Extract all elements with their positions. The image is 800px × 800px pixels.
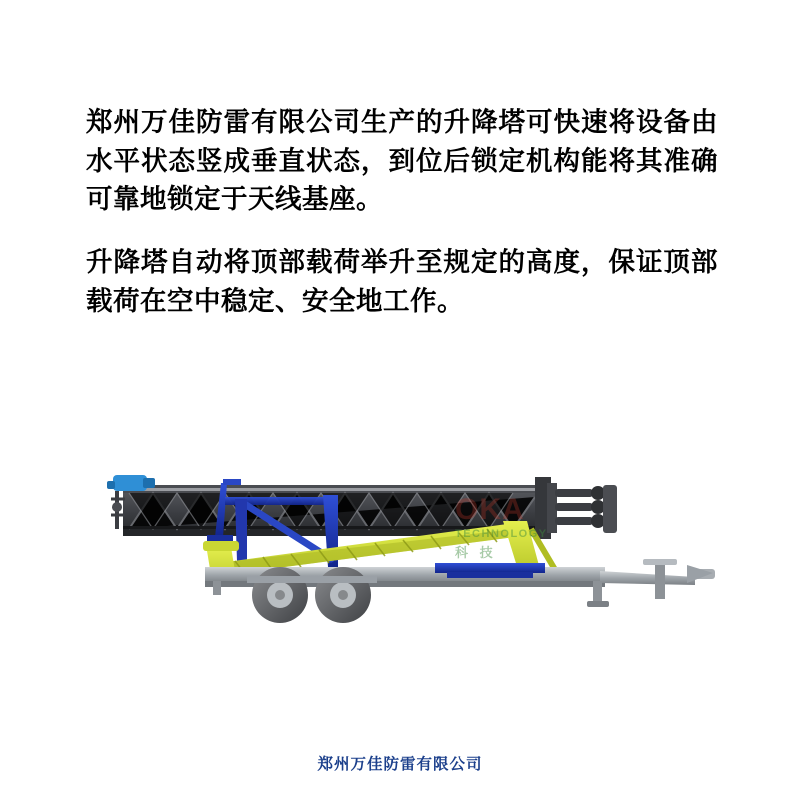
product-illustration (95, 455, 715, 645)
footer-company-name: 郑州万佳防雷有限公司 (317, 756, 483, 773)
lattice-mast (123, 477, 617, 539)
paragraph-2: 升降塔自动将顶部载荷举升至规定的高度，保证顶部载荷在空中稳定、安全地工作。 (86, 247, 718, 316)
watermark-subtitle: TECHNOLOGY (455, 528, 548, 540)
watermark-brand: OKA (455, 493, 525, 526)
watermark-subtitle-cn: 科 技 (455, 545, 497, 560)
body-text (86, 103, 718, 342)
paragraph-1: 郑州万佳防雷有限公司生产的升降塔可快速将设备由水平状态竖成垂直状态，到位后锁定机构能将其准确可靠地锁定于天线基座。 (86, 107, 718, 215)
